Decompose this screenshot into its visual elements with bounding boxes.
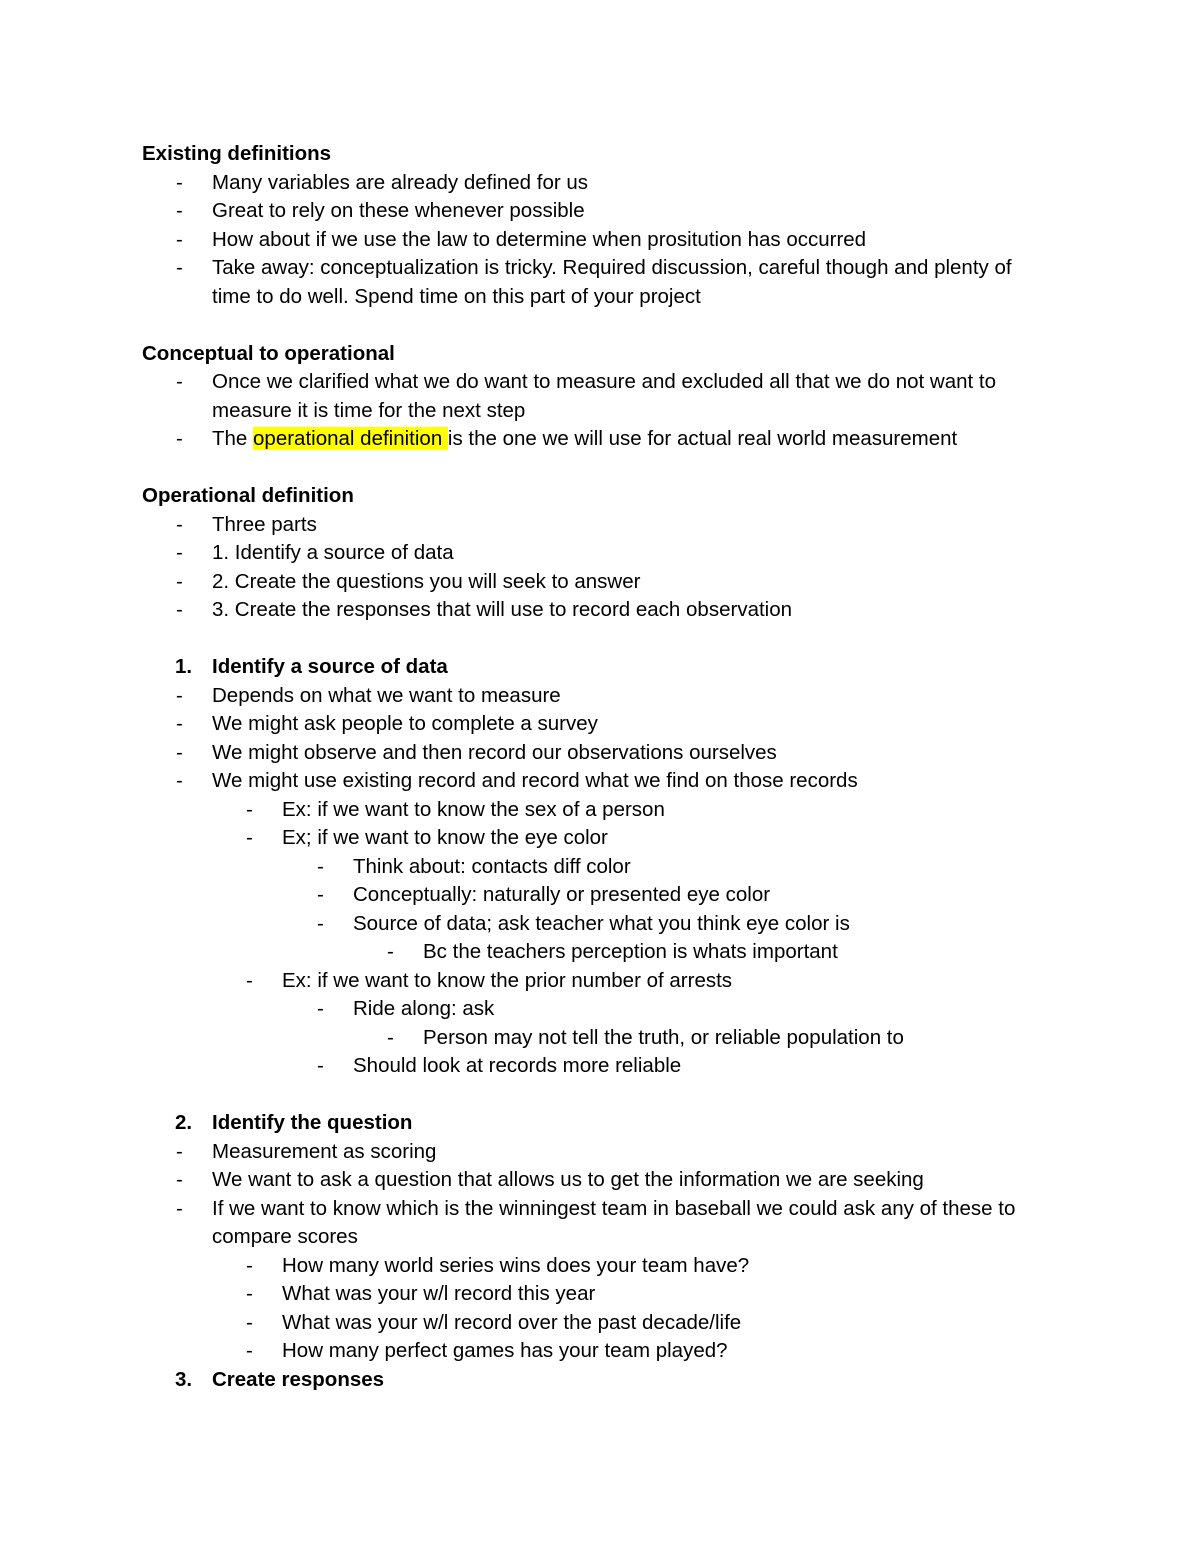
section-heading-operational-definition: Operational definition (142, 484, 354, 507)
bullet-dash: - (176, 569, 183, 593)
list-item (142, 226, 1072, 255)
list-item (142, 1195, 1072, 1224)
bullet-dash: - (176, 541, 183, 564)
bullet-dash: - (317, 883, 324, 906)
list-item (142, 995, 1072, 1024)
list-item (142, 1309, 1072, 1338)
list-item-text: Conceptually: naturally or presented eye color (353, 883, 771, 906)
list-item (142, 1138, 1072, 1167)
list-item (142, 425, 1072, 454)
bullet-dash: - (317, 997, 324, 1020)
list-item-continuation: time to do well. Spend time on this part of your project (212, 284, 701, 308)
spacer (142, 454, 1072, 483)
list-item-text-prefix: The (212, 427, 254, 450)
list-item (142, 254, 1072, 283)
list-item-continuation: measure it is time for the next step (212, 398, 526, 422)
bullet-dash: - (246, 1253, 253, 1277)
list-item (142, 169, 1072, 198)
list-item-text: Person may not tell the truth, or reliable population to (423, 1025, 904, 1049)
list-item (142, 682, 1072, 711)
highlighted-term: operational definition (253, 427, 448, 450)
list-item (142, 1052, 1072, 1081)
list-item-text: Depends on what we want to measure (212, 683, 561, 707)
list-item-text: We might ask people to complete a survey (212, 712, 598, 735)
list-item-text: We might use existing record and record what we find on those records (212, 769, 858, 792)
bullet-dash: - (246, 1310, 253, 1334)
bullet-dash: - (246, 968, 253, 992)
bullet-dash: - (176, 370, 183, 393)
list-item-text: How many world series wins does your team have? (282, 1253, 750, 1277)
list-item-text: Bc the teachers perception is whats important (423, 940, 838, 963)
list-item (142, 967, 1072, 996)
bullet-dash: - (317, 911, 324, 935)
list-item-text: What was your w/l record this year (282, 1282, 596, 1305)
list-item-text: 2. Create the questions you will seek to answer (212, 569, 641, 593)
list-item-text: Great to rely on these whenever possible (212, 199, 585, 222)
list-item-text: We want to ask a question that allows us to get the information we are seeking (212, 1168, 924, 1191)
list-item (142, 796, 1072, 825)
bullet-dash: - (176, 740, 183, 764)
numbered-heading-source-of-data (142, 653, 1072, 682)
bullet-dash: - (176, 256, 183, 279)
bullet-dash: - (176, 170, 183, 194)
list-item-text: Ride along: ask (353, 997, 495, 1020)
list-item (142, 568, 1072, 597)
list-item (142, 881, 1072, 910)
numbered-heading-create-responses (142, 1366, 1072, 1395)
bullet-dash: - (176, 227, 183, 251)
section-heading-conceptual-to-operational: Conceptual to operational (142, 341, 395, 365)
heading-text: Create responses (212, 1367, 385, 1391)
list-item (142, 197, 1072, 226)
list-item-text: How many perfect games has your team played? (282, 1339, 728, 1362)
list-item-text: Should look at records more reliable (353, 1054, 682, 1077)
list-item-text: Ex; if we want to know the eye color (282, 826, 608, 849)
list-item-continuation: compare scores (212, 1225, 358, 1248)
bullet-dash: - (176, 769, 183, 792)
list-item (142, 511, 1072, 540)
list-item (142, 596, 1072, 625)
spacer (142, 1081, 1072, 1110)
list-item (142, 1252, 1072, 1281)
bullet-dash: - (176, 1168, 183, 1191)
list-item (142, 910, 1072, 939)
list-item-text: Take away: conceptualization is tricky. Required discussion, careful though and plenty of (212, 256, 1012, 279)
spacer (142, 625, 1072, 654)
list-item (142, 1166, 1072, 1195)
bullet-dash: - (176, 427, 183, 450)
numbered-heading-identify-question (142, 1109, 1072, 1138)
bullet-dash: - (387, 1025, 394, 1049)
list-item (142, 853, 1072, 882)
bullet-dash: - (176, 512, 183, 536)
list-item (142, 739, 1072, 768)
bullet-dash: - (176, 712, 183, 735)
bullet-dash: - (317, 1054, 324, 1077)
list-item (142, 539, 1072, 568)
list-item (142, 938, 1072, 967)
list-item (142, 1280, 1072, 1309)
heading-text: Identify the question (212, 1111, 413, 1134)
list-item-text: How about if we use the law to determine when prositution has occurred (212, 227, 867, 251)
bullet-dash: - (246, 1282, 253, 1305)
spacer (142, 311, 1072, 340)
bullet-dash: - (246, 797, 253, 821)
list-item-text: Ex: if we want to know the prior number of arrests (282, 968, 733, 992)
list-item-text: Once we clarified what we do want to measure and excluded all that we do not want to (212, 370, 997, 393)
list-item (142, 824, 1072, 853)
list-item (142, 710, 1072, 739)
list-item (142, 368, 1072, 397)
list-item-text-suffix: is the one we will use for actual real world measurement (447, 427, 958, 450)
list-item-text: What was your w/l record over the past decade/life (282, 1310, 742, 1334)
document-content (142, 140, 1072, 1394)
heading-number: 1. (175, 655, 193, 678)
bullet-dash: - (176, 199, 183, 222)
bullet-dash: - (176, 1139, 183, 1163)
heading-text: Identify a source of data (212, 655, 448, 678)
list-item (142, 767, 1072, 796)
bullet-dash: - (317, 854, 324, 878)
section-heading-existing-definitions: Existing definitions (142, 142, 332, 165)
list-item-text: Source of data; ask teacher what you think eye color is (353, 911, 850, 935)
heading-number: 2. (175, 1111, 193, 1134)
list-item-text: Think about: contacts diff color (353, 854, 631, 878)
bullet-dash: - (246, 1339, 253, 1362)
list-item-text: Many variables are already defined for us (212, 170, 589, 194)
bullet-dash: - (176, 1196, 183, 1220)
list-item-text: Ex: if we want to know the sex of a person (282, 797, 665, 821)
list-item-text: We might observe and then record our observations ourselves (212, 740, 777, 764)
bullet-dash: - (387, 940, 394, 963)
list-item-text: 3. Create the responses that will use to record each observation (212, 598, 793, 621)
list-item-text: If we want to know which is the winningest team in baseball we could ask any of these to (212, 1196, 1016, 1220)
list-item-text: Measurement as scoring (212, 1139, 437, 1163)
list-item-text: 1. Identify a source of data (212, 541, 454, 564)
list-item (142, 1337, 1072, 1366)
bullet-dash: - (246, 826, 253, 849)
bullet-dash: - (176, 683, 183, 707)
bullet-dash: - (176, 598, 183, 621)
heading-number: 3. (175, 1367, 193, 1391)
list-item (142, 1024, 1072, 1053)
list-item-text: Three parts (212, 512, 317, 536)
